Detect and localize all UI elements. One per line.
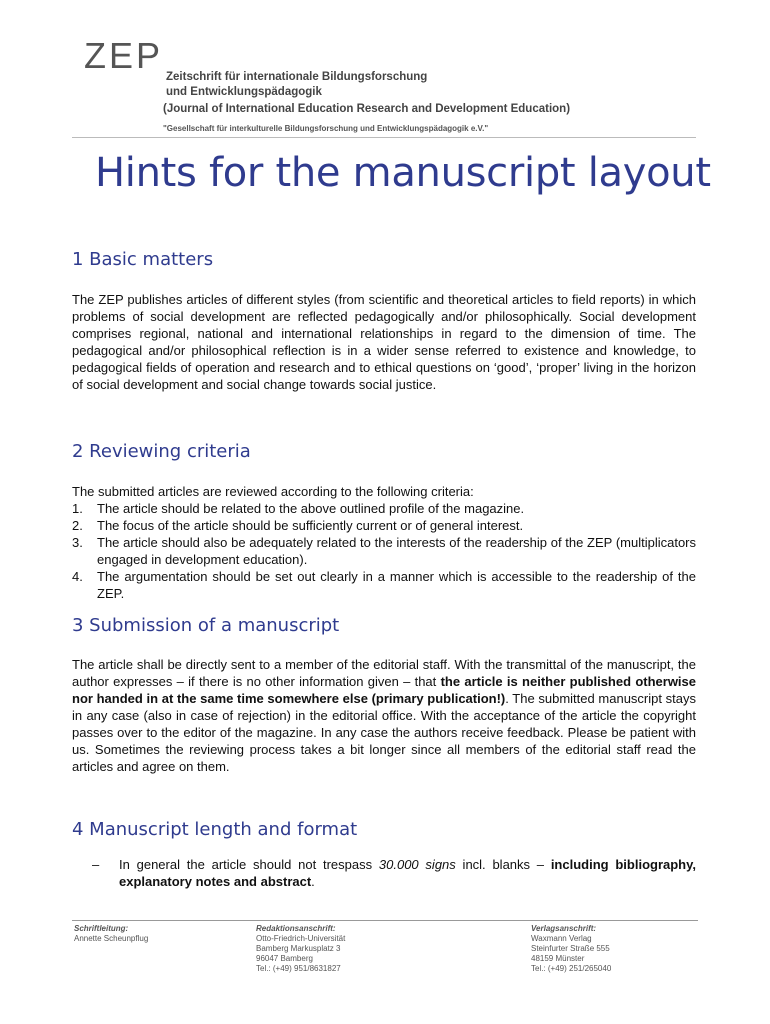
section-heading-submission: 3 Submission of a manuscript — [72, 615, 340, 636]
page-title: Hints for the manuscript layout — [95, 150, 711, 196]
journal-subtitle-line2: und Entwicklungspädagogik — [166, 86, 322, 98]
society-name: "Gesellschaft für interkulturelle Bildungsforschung und Entwicklungspädagogik e.V." — [163, 124, 489, 133]
primary-publication-notice: the article is neither published otherwise nor handed in at the same time somewhere else (primary publication!) — [72, 674, 696, 706]
section-heading-length-format: 4 Manuscript length and format — [72, 819, 358, 840]
criteria-item: 3. The article should also be adequately related to the interests of the readership of the ZEP (multiplicators engaged in development education). — [72, 535, 696, 567]
criteria-item: 1. The article should be related to the above outlined profile of the magazine. — [72, 501, 525, 516]
footer-editor: Schriftleitung: Annette Scheunpflug — [74, 924, 149, 943]
criteria-item: 2. The focus of the article should be sufficiently current or of general interest. — [72, 518, 524, 533]
section-heading-basic-matters: 1 Basic matters — [72, 249, 214, 270]
footer-office-address: Redaktionsanschrift: Otto-Friedrich-Universität Bamberg Markusplatz 3 96047 Bamberg Tel.: (+49) 951/8631827 — [256, 924, 346, 973]
submission-paragraph: The article shall be directly sent to a member of the editorial staff. With the transmittal of the manuscript, the author expresses – if there is no other information given – that the article is neither published otherwise nor handed in at the same time somewhere else (primary publication!). The submitted manuscript stays in any case (also in case of rejection) in the editorial office. With the acceptance of the article the copyright passes over to the editor of the magazine. In any case the authors receive feedback. Please be patient with us. Sometimes the reviewing process takes a bit longer since all members of the editorial staff read the articles and agree on them. — [72, 657, 696, 774]
header-divider — [72, 137, 696, 138]
journal-english-title: (Journal of International Education Research and Development Education) — [163, 103, 571, 115]
length-bullet: – In general the article should not trespass 30.000 signs incl. blanks – including bibliography, explanatory notes and abstract. — [92, 857, 697, 889]
journal-subtitle-line1: Zeitschrift für internationale Bildungsforschung — [166, 71, 428, 83]
reviewing-intro: The submitted articles are reviewed according to the following criteria: — [72, 484, 474, 499]
zep-logo: ZEP — [84, 35, 164, 76]
sign-limit: 30.000 signs — [378, 857, 456, 872]
basic-matters-paragraph: The ZEP publishes articles of different styles (from scientific and theoretical articles to field reports) in which problems of social development are reflected pedagogically and/or philosophically. Social development comprises regional, national and international relationships in regard to the dimension of time. The pedagogical and/or philosophical reflection is in a wider sense referred to existence and knowledge, to pedagogical fields of operation and research and to ethical questions on ‘good’, ‘proper’ living in the horizon of social development and social change towards social justice. — [72, 292, 696, 392]
footer-divider — [72, 920, 698, 921]
criteria-item: 4. The argumentation should be set out clearly in a manner which is accessible to the readership of the ZEP. — [72, 569, 696, 601]
criteria-list — [72, 500, 696, 602]
section-heading-reviewing-criteria: 2 Reviewing criteria — [72, 441, 251, 462]
footer-publisher-address: Verlagsanschrift: Waxmann Verlag Steinfurter Straße 555 48159 Münster Tel.: (+49) 251/265040 — [531, 924, 612, 973]
dash-marker: – — [92, 857, 100, 872]
